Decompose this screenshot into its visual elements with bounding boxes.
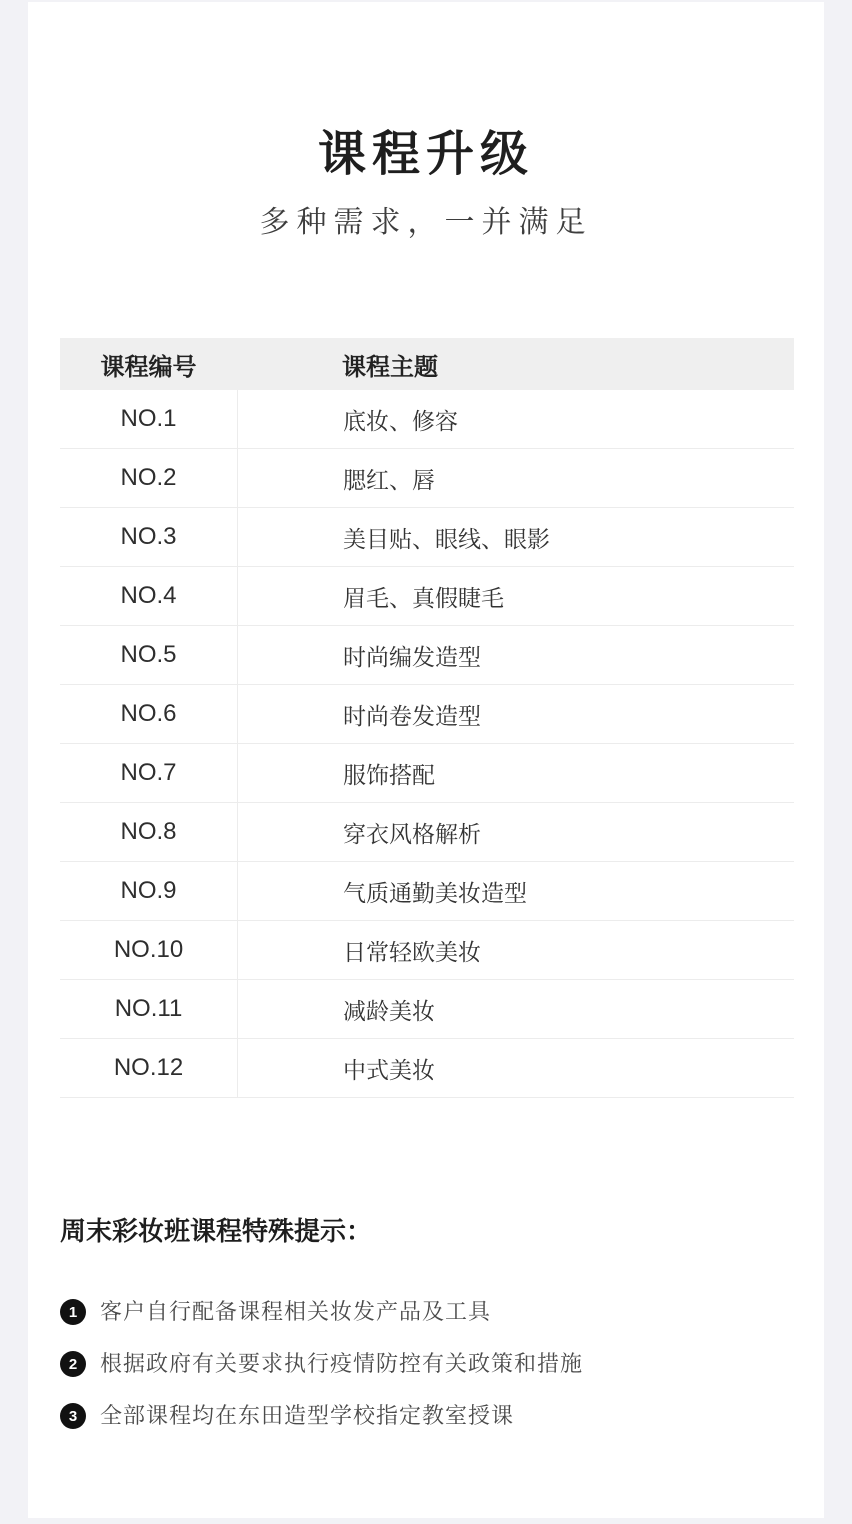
course-table-header-row xyxy=(60,338,794,390)
content-card xyxy=(28,2,824,1518)
table-row xyxy=(60,685,794,744)
course-table-body xyxy=(60,390,794,1098)
course-topic-cell: 眉毛、真假睫毛 xyxy=(343,584,504,611)
course-table xyxy=(60,338,794,1098)
table-row xyxy=(60,862,794,921)
course-topic-cell: 服饰搭配 xyxy=(343,761,435,788)
course-number-cell: NO.9 xyxy=(60,862,238,920)
notes-list xyxy=(60,1298,792,1430)
table-row xyxy=(60,921,794,980)
course-number-cell: NO.2 xyxy=(60,449,238,507)
numbered-circle-icon: 1 xyxy=(60,1299,86,1325)
course-topic-cell: 腮红、唇 xyxy=(343,466,435,493)
course-number-cell: NO.8 xyxy=(60,803,238,861)
course-number-cell: NO.1 xyxy=(60,390,238,448)
course-number-cell: NO.4 xyxy=(60,567,238,625)
notes-section xyxy=(60,1214,792,1430)
column-header-course-number: 课程编号 xyxy=(100,353,197,381)
course-number-cell: NO.10 xyxy=(60,921,238,979)
table-row xyxy=(60,449,794,508)
table-row xyxy=(60,1039,794,1098)
course-topic-cell: 美目贴、眼线、眼影 xyxy=(343,525,550,552)
course-number-cell: NO.6 xyxy=(60,685,238,743)
course-topic-cell: 中式美妆 xyxy=(343,1056,435,1083)
table-row xyxy=(60,626,794,685)
course-number-cell: NO.7 xyxy=(60,744,238,802)
course-topic-cell: 时尚编发造型 xyxy=(343,643,481,670)
page-title: 课程升级 xyxy=(317,128,534,181)
course-topic-cell: 日常轻欧美妆 xyxy=(343,938,481,965)
note-item xyxy=(60,1298,792,1326)
table-row xyxy=(60,803,794,862)
note-item xyxy=(60,1350,792,1378)
table-row xyxy=(60,508,794,567)
note-text: 根据政府有关要求执行疫情防控有关政策和措施 xyxy=(100,1351,584,1376)
course-number-cell: NO.5 xyxy=(60,626,238,684)
notes-heading: 周末彩妆班课程特殊提示： xyxy=(60,1216,373,1246)
course-topic-cell: 减龄美妆 xyxy=(343,997,435,1024)
note-text: 全部课程均在东田造型学校指定教室授课 xyxy=(100,1403,515,1428)
course-topic-cell: 穿衣风格解析 xyxy=(343,820,481,847)
note-item xyxy=(60,1402,792,1430)
course-topic-cell: 时尚卷发造型 xyxy=(343,702,481,729)
course-number-cell: NO.3 xyxy=(60,508,238,566)
table-row xyxy=(60,744,794,803)
table-row xyxy=(60,390,794,449)
course-topic-cell: 气质通勤美妆造型 xyxy=(343,879,527,906)
note-text: 客户自行配备课程相关妆发产品及工具 xyxy=(100,1299,492,1324)
numbered-circle-icon: 2 xyxy=(60,1351,86,1377)
page-subtitle: 多种需求，一并满足 xyxy=(259,206,593,239)
numbered-circle-icon: 3 xyxy=(60,1403,86,1429)
table-row xyxy=(60,980,794,1039)
course-number-cell: NO.12 xyxy=(60,1039,238,1097)
column-header-course-topic: 课程主题 xyxy=(342,353,438,381)
table-row xyxy=(60,567,794,626)
course-number-cell: NO.11 xyxy=(60,980,238,1038)
course-topic-cell: 底妆、修容 xyxy=(343,407,458,434)
